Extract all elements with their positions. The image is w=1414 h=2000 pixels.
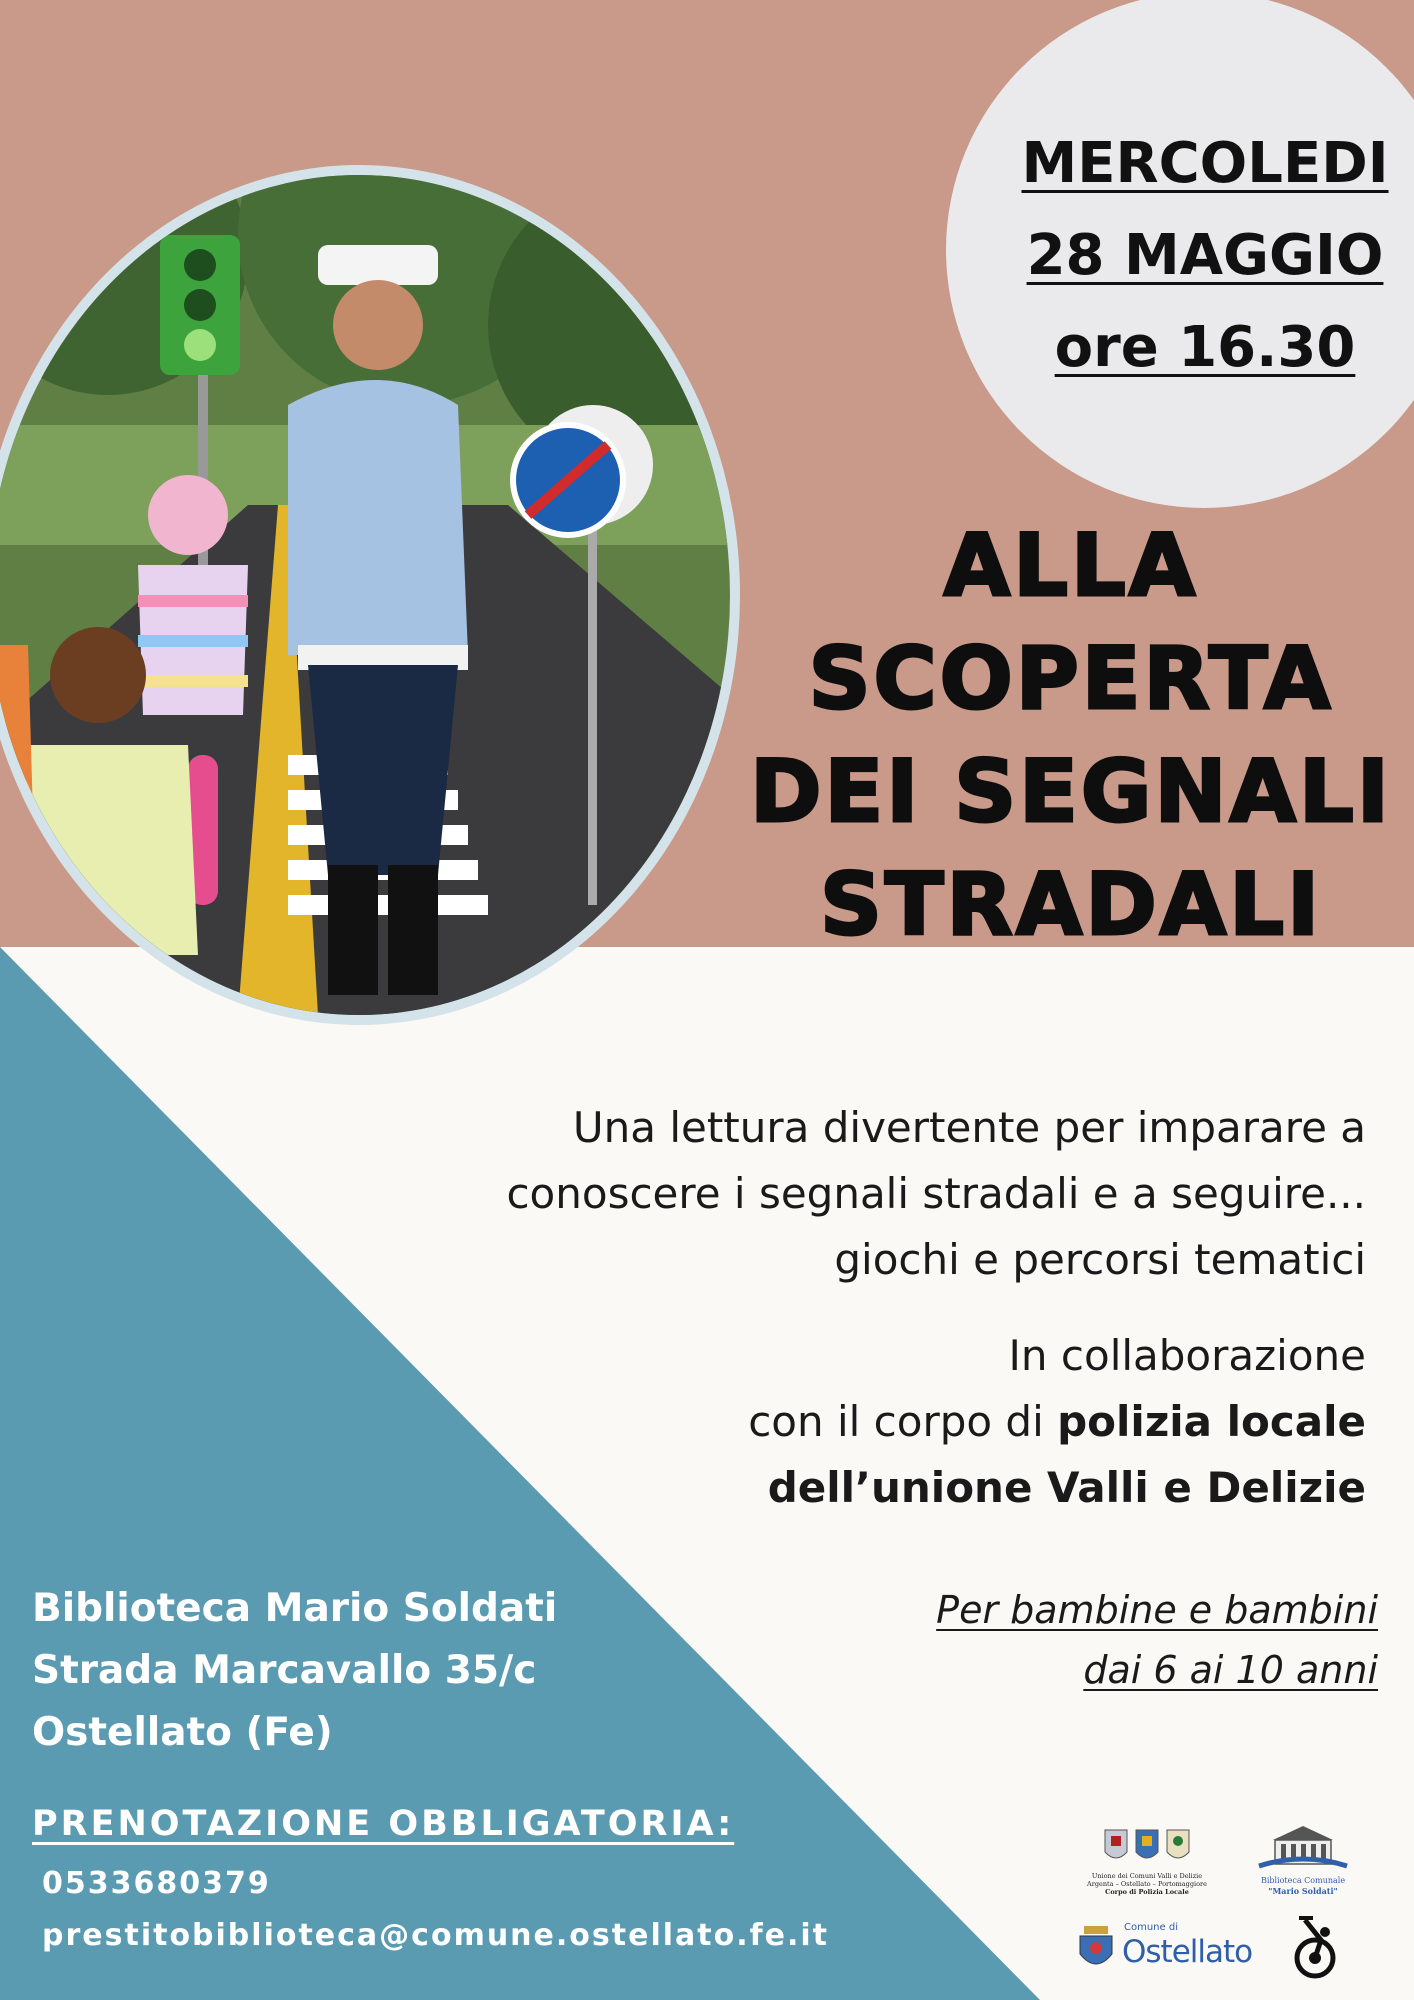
collaboration-bold: polizia locale — [1057, 1397, 1366, 1446]
address-line-1: Biblioteca Mario Soldati — [32, 1586, 558, 1631]
description-line-3: giochi e percorsi tematici — [834, 1235, 1366, 1284]
collaboration-line-2 — [466, 1389, 1366, 1455]
audience-line-1: Per bambine e bambini — [936, 1588, 1378, 1632]
address — [32, 1578, 732, 1764]
bike-logo — [1285, 1910, 1345, 1980]
bicycle-icon — [1285, 1910, 1345, 1980]
headline-line-1: ALLA — [943, 516, 1199, 616]
ostellato-crest-icon — [1078, 1926, 1114, 1972]
headline-line-4: STRADALI — [819, 855, 1323, 955]
description-line-2: conoscere i segnali stradali e a seguire... — [506, 1169, 1366, 1218]
address-line-2: Strada Marcavallo 35/c — [32, 1648, 537, 1693]
audience — [778, 1580, 1378, 1700]
booking-email[interactable]: prestitobiblioteca@comune.ostellato.fe.it — [42, 1918, 830, 1953]
collaboration-line-3 — [466, 1455, 1366, 1521]
collaboration — [466, 1323, 1366, 1521]
collaboration-prefix: con il corpo di — [748, 1397, 1058, 1446]
headline — [726, 510, 1414, 962]
unione-comuni-logo — [1083, 1826, 1211, 1908]
event-day: MERCOLEDI — [1021, 131, 1389, 196]
comune-ostellato-logo — [1078, 1920, 1253, 1980]
crests-icon — [1083, 1826, 1211, 1868]
address-line-3: Ostellato (Fe) — [32, 1710, 333, 1755]
comune-small-label: Comune di — [1124, 1922, 1178, 1933]
event-time: ore 16.30 — [1054, 315, 1356, 380]
headline-line-3: DEI SEGNALI — [750, 742, 1392, 842]
photo-police-children — [0, 175, 730, 1015]
photo-frame — [0, 165, 740, 1025]
unione-line-3: Corpo di Polizia Locale — [1105, 1888, 1189, 1896]
collaboration-union: dell’unione Valli e Delizie — [767, 1463, 1366, 1512]
biblioteca-line-1: Biblioteca Comunale — [1260, 1876, 1346, 1885]
biblioteca-logo — [1253, 1822, 1353, 1902]
headline-line-2: SCOPERTA — [808, 629, 1334, 729]
event-date-value: 28 MAGGIO — [1026, 223, 1384, 288]
library-building-icon — [1253, 1822, 1353, 1872]
collaboration-line-1: In collaborazione — [1008, 1331, 1366, 1380]
event-date — [1000, 118, 1410, 394]
unione-line-2: Argenta – Ostellato – Portomaggiore — [1087, 1880, 1207, 1888]
booking-phone[interactable]: 0533680379 — [42, 1866, 271, 1901]
booking-title: PRENOTAZIONE OBBLIGATORIA: — [32, 1804, 735, 1844]
audience-line-2: dai 6 ai 10 anni — [1083, 1648, 1378, 1692]
description — [466, 1095, 1366, 1293]
description-line-1: Una lettura divertente per imparare a — [572, 1103, 1366, 1152]
unione-line-1: Unione dei Comuni Valli e Delizie — [1091, 1872, 1203, 1880]
comune-name: Ostellato — [1122, 1934, 1253, 1970]
biblioteca-line-2: "Mario Soldati" — [1268, 1886, 1338, 1896]
